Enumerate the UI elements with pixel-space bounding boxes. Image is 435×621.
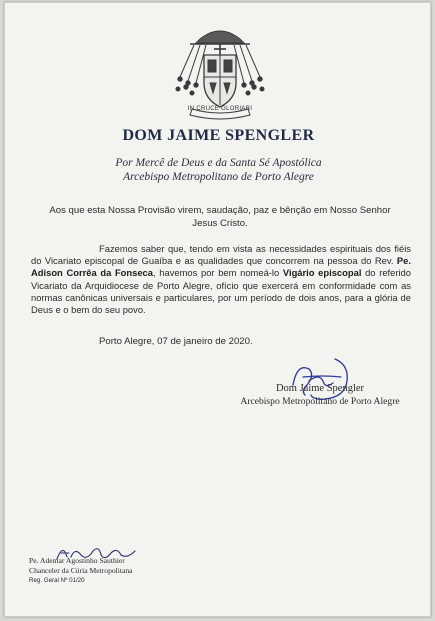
chancellor-name: Pe. Ademar Agostinho Sauthier	[29, 556, 125, 565]
registry-number: Reg. Geral Nº 01/20	[29, 577, 85, 584]
issuer-subtitle-2: Arcebispo Metropolitano de Porto Alegre	[123, 171, 314, 183]
document-page	[4, 2, 431, 617]
chancellor-title: Chanceler da Cúria Metropolitana	[29, 566, 133, 575]
issuer-subtitle-1: Por Mercê de Deus e da Santa Sé Apostólica	[115, 157, 322, 169]
signatory-name: Dom Jaime Spengler	[275, 383, 365, 394]
body-text-2: , havemos por bem nomeá-lo	[153, 267, 283, 279]
place-date: Porto Alegre, 07 de janeiro de 2020.	[99, 336, 253, 347]
body-text-3: do referido Vicariato da Arquidiocese de Porto Alegre, ofício que exercerá em conformidade com as normas canônicas universais e particulares, por um período de dois anos, para a glória de Deus e o bem do seu povo.	[31, 267, 411, 316]
issuer-title: DOM JAIME SPENGLER	[122, 127, 315, 144]
motto-text: IN CRUCE GLORIARI	[187, 106, 253, 112]
appointment-role: Vigário episcopal	[282, 267, 362, 279]
appointee-name: Pe. Adison Corrêa da Fonseca	[31, 255, 411, 279]
signatory-title: Arcebispo Metropolitano de Porto Alegre	[240, 396, 400, 407]
body-text-1: Fazemos saber que, tendo em vista as necessidades espirituais dos fiéis do Vicariato episcopal de Guaíba e as qualidades que concorrem na pessoa do Rev.	[31, 243, 411, 267]
body-paragraph	[31, 243, 411, 316]
greeting-paragraph: Aos que esta Nossa Provisão virem, saudação, paz e bênção em Nosso Senhor Jesus Cristo.	[49, 205, 391, 229]
